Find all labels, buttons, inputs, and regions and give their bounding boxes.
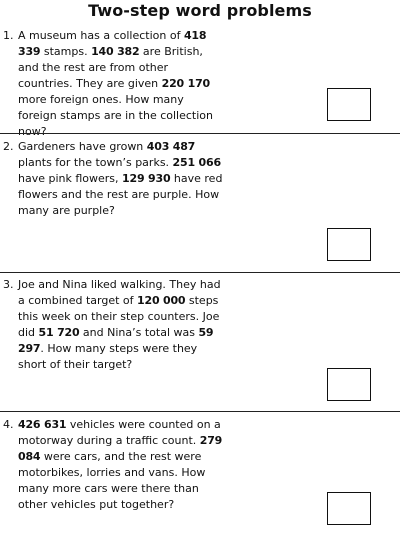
problem-text	[18, 28, 223, 140]
problem-text-segment: . How many steps were they short of their target?	[18, 342, 198, 371]
problem-4	[0, 417, 400, 553]
problem-number-value: 220 170	[161, 77, 210, 90]
problem-number-value: 426 631	[18, 418, 67, 431]
problem-text-segment: have red flowers and the rest are purple. How many are purple?	[18, 172, 223, 217]
problem-number-value: 129 930	[122, 172, 171, 185]
problem-number-value: 251 066	[172, 156, 221, 169]
problem-number-value: 279 084	[18, 434, 223, 463]
worksheet-title: Two-step word problems	[88, 1, 312, 20]
answer-box[interactable]	[327, 492, 371, 525]
problem-text-segment: and Nina’s total was	[79, 326, 199, 339]
problem-text	[18, 417, 223, 513]
problem-text-segment: more foreign ones. How many foreign stamps are in the collection now?	[18, 93, 214, 138]
problem-text	[18, 139, 223, 219]
problem-number-value: 403 487	[146, 140, 196, 153]
problem-text	[18, 277, 223, 373]
problem-number-value: 120 000	[137, 294, 186, 307]
answer-box[interactable]	[327, 368, 371, 401]
problem-number-value: 418 339	[18, 29, 207, 58]
divider	[0, 133, 400, 134]
problem-number-value: 51 720	[38, 326, 80, 339]
problem-number-value: 140 382	[91, 45, 140, 58]
answer-box[interactable]	[327, 88, 371, 121]
problem-text-segment: Joe and Nina liked walking. They had a combined target of	[18, 278, 221, 307]
problem-number: 1.	[3, 29, 14, 42]
problem-text-segment: stamps.	[40, 45, 92, 58]
problem-number: 2.	[3, 140, 14, 153]
problem-text-segment: plants for the town’s parks.	[18, 156, 173, 169]
problem-text-segment: A museum has a collection of	[18, 29, 184, 42]
problem-3	[0, 277, 400, 413]
problem-text-segment: have pink flowers,	[18, 172, 123, 185]
problem-2	[0, 139, 400, 275]
problem-text-segment: are British, and the rest are from other countries. They are given	[18, 45, 203, 90]
answer-box[interactable]	[327, 228, 371, 261]
problem-text-segment: vehicles were counted on a motorway during a traffic count.	[18, 418, 221, 447]
divider	[0, 411, 400, 412]
problem-text-segment: Gardeners have grown	[18, 140, 147, 153]
problem-number: 4.	[3, 418, 14, 431]
problem-number: 3.	[3, 278, 14, 291]
problem-number-value: 59 297	[18, 326, 214, 355]
divider	[0, 272, 400, 273]
problem-text-segment: were cars, and the rest were motorbikes, lorries and vans. How many more cars were there than other vehicles put together?	[18, 450, 206, 511]
problem-text-segment: steps this week on their step counters. Joe did	[18, 294, 220, 339]
